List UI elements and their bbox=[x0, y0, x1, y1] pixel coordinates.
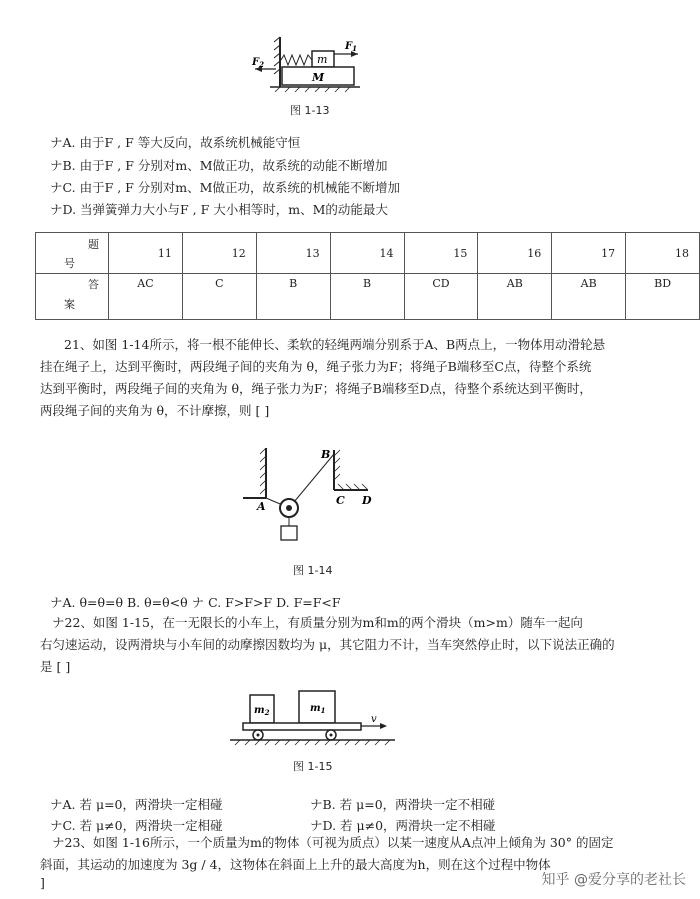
answer-table bbox=[35, 232, 700, 320]
q22-text bbox=[40, 612, 640, 678]
figure-1-14-caption: 图 1-14 bbox=[293, 564, 333, 577]
label-m2-sub: 2 bbox=[264, 708, 270, 717]
label-f1-sub: 1 bbox=[352, 44, 357, 53]
question-number-cell: 11 bbox=[109, 233, 183, 274]
label-f2: F bbox=[252, 57, 260, 68]
label-C: C bbox=[336, 494, 345, 507]
answer-cell: CD bbox=[404, 274, 478, 320]
answer-cell: B bbox=[256, 274, 330, 320]
svg-text:F2 bbox=[251, 57, 264, 69]
label-f2-sub: 2 bbox=[259, 60, 264, 69]
answer-cell: C bbox=[182, 274, 256, 320]
label-m1: m bbox=[310, 703, 321, 714]
q21-text bbox=[40, 334, 640, 422]
q20-option-d: ナD. 当弹簧弹力大小与F , F 大小相等时，m、M的动能最大 bbox=[50, 202, 388, 217]
question-number-cell: 18 bbox=[626, 233, 700, 274]
label-B: B bbox=[321, 448, 331, 461]
q23-line: 斜面，其运动的加速度为 3g / 4，这物体在斜面上上升的最大高度为h，则在这个过程中物体 bbox=[40, 857, 551, 872]
q20-option-a: ナA. 由于F , F 等大反向，故系统机械能守恒 bbox=[50, 135, 301, 150]
question-number-cell: 15 bbox=[404, 233, 478, 274]
answer-label-cell: 答 案 bbox=[36, 274, 109, 320]
figure-1-13 bbox=[250, 32, 370, 97]
q23-line: ] bbox=[40, 875, 45, 890]
question-number-cell: 12 bbox=[182, 233, 256, 274]
q22-option-d: ナD. 若 μ≠0，两滑块一定不相碰 bbox=[310, 818, 496, 833]
figure-1-15-caption: 图 1-15 bbox=[293, 760, 333, 773]
figure-1-15 bbox=[225, 688, 400, 748]
question-number-cell: 13 bbox=[256, 233, 330, 274]
q21-line: 达到平衡时，两段绳子间的夹角为 θ，绳子张力为F；将绳子B端移至D点，待整个系统达到平衡时， bbox=[40, 381, 592, 396]
header-label-cell: 题 号 bbox=[36, 233, 109, 274]
figure-1-13-caption: 图 1-13 bbox=[290, 104, 330, 117]
q20-option-b: ナB. 由于F , F 分别对m、M做正功，故系统的动能不断增加 bbox=[50, 158, 388, 173]
question-number-cell: 16 bbox=[478, 233, 552, 274]
label-m2: m bbox=[254, 705, 265, 716]
q22-option-c: ナC. 若 μ≠0，两滑块一定相碰 bbox=[50, 818, 223, 833]
label-A: A bbox=[257, 500, 266, 513]
answer-cell: AC bbox=[109, 274, 183, 320]
figure-1-14 bbox=[238, 440, 378, 550]
q22-option-b: ナB. 若 μ=0，两滑块一定不相碰 bbox=[310, 797, 496, 812]
label-v: v bbox=[371, 714, 377, 725]
label-m1-sub: 1 bbox=[320, 706, 326, 715]
q21-line: 两段绳子间的夹角为 θ，不计摩擦，则 [ ] bbox=[40, 403, 270, 418]
answer-cell: AB bbox=[552, 274, 626, 320]
q22-option-a: ナA. 若 μ=0，两滑块一定相碰 bbox=[50, 797, 223, 812]
question-number-cell: 14 bbox=[330, 233, 404, 274]
q23-line: ナ23、如图 1-16所示，一个质量为m的物体（可视为质点）以某一速度从A点冲上倾角为 30° 的固定 bbox=[52, 835, 614, 850]
answer-cell: B bbox=[330, 274, 404, 320]
q21-line: 挂在绳子上，达到平衡时，两段绳子间的夹角为 θ，绳子张力为F；将绳子B端移至C点，待整个系统 bbox=[40, 359, 592, 374]
q20-option-c: ナC. 由于F , F 分别对m、M做正功，故系统的机械能不断增加 bbox=[50, 180, 400, 195]
label-f1: F bbox=[345, 41, 353, 52]
answer-cell: AB bbox=[478, 274, 552, 320]
q22-line: ナ22、如图 1-15，在一无限长的小车上，有质量分别为m和m的两个滑块（m>m）随车一起向 bbox=[52, 615, 583, 630]
label-D: D bbox=[362, 494, 372, 507]
question-number-cell: 17 bbox=[552, 233, 626, 274]
q22-line: 是 [ ] bbox=[40, 659, 71, 674]
answer-table-answer-row bbox=[36, 274, 700, 320]
answer-table-number-row bbox=[36, 233, 700, 274]
label-m: m bbox=[317, 53, 328, 66]
label-M: M bbox=[312, 71, 325, 84]
q21-options: ナA. θ=θ=θ B. θ=θ<θ ナ C. F>F>F D. F=F<F bbox=[50, 595, 341, 610]
answer-cell: BD bbox=[626, 274, 700, 320]
svg-text:F1 bbox=[344, 41, 357, 53]
watermark: 知乎 @爱分享的老社长 bbox=[541, 872, 686, 888]
q21-line: 21、如图 1-14所示，将一根不能伸长、柔软的轻绳两端分别系于A、B两点上，一物体用动滑轮悬 bbox=[64, 337, 606, 352]
q22-line: 右匀速运动，设两滑块与小车间的动摩擦因数均为 μ，其它阻力不计，当车突然停止时，以下说法正确的 bbox=[40, 637, 615, 652]
